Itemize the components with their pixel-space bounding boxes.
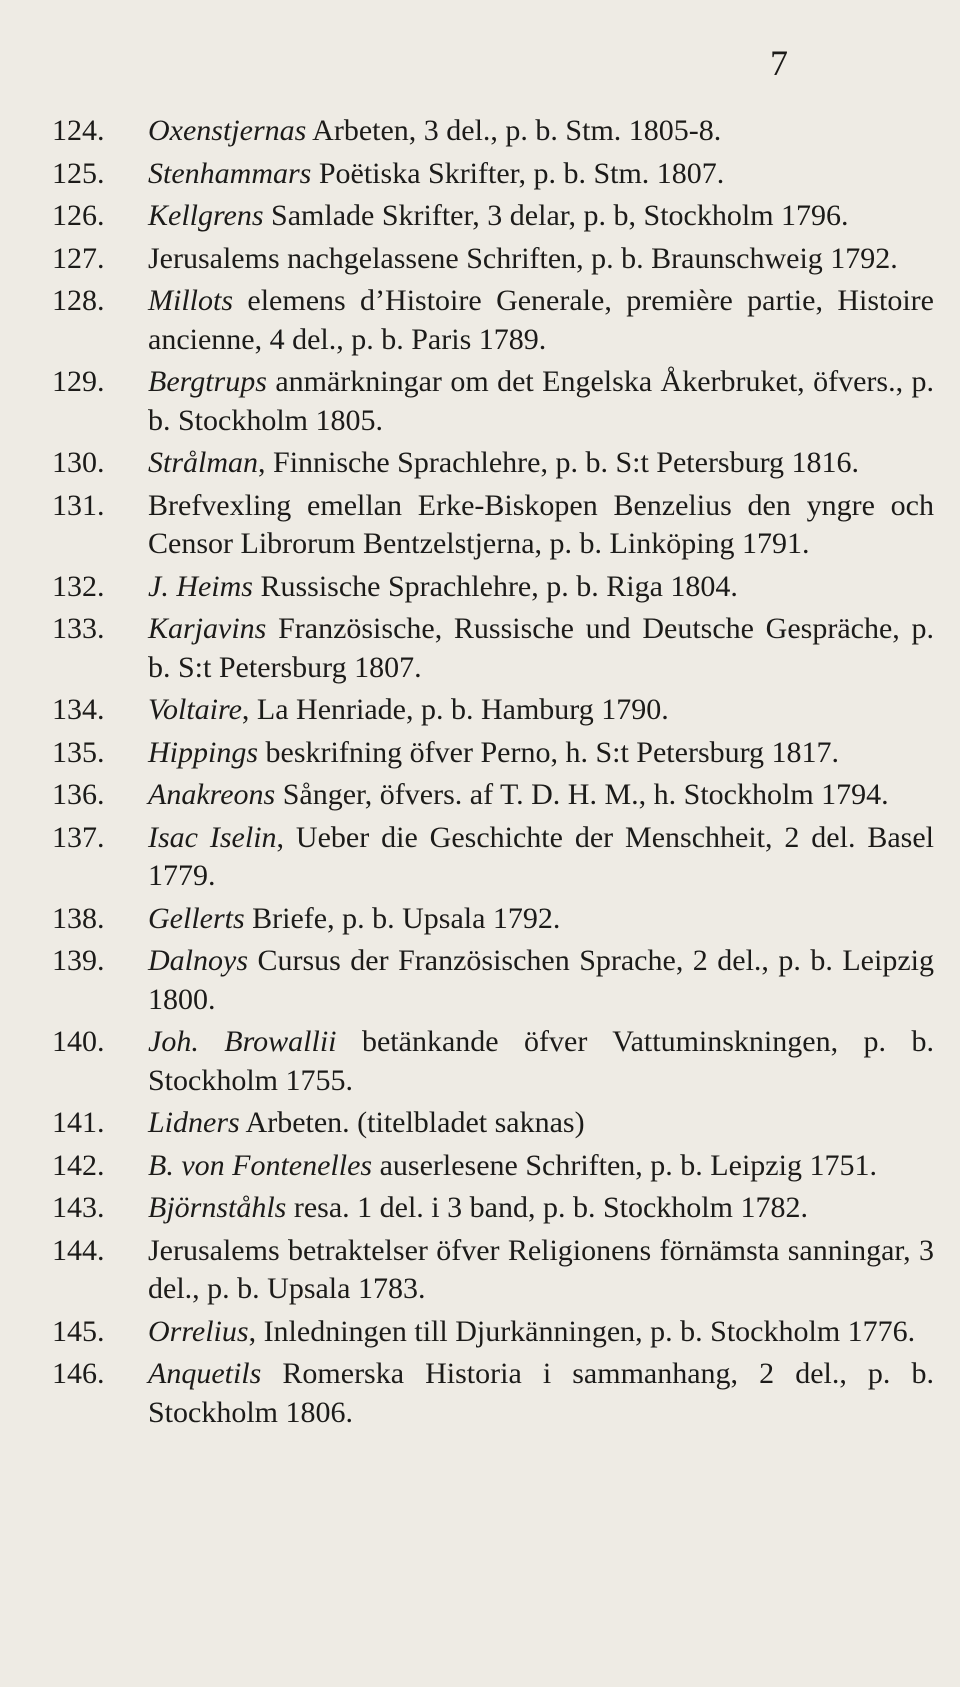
entry-author: B. von Fontenelles <box>148 1148 373 1182</box>
entry-author: Orrelius <box>148 1314 249 1348</box>
entry-number: 138. <box>52 901 105 935</box>
entry-text <box>148 610 934 687</box>
catalogue-entry <box>44 197 934 236</box>
entry-text <box>148 444 934 483</box>
entry-description: Arbeten. (titelbladet saknas) <box>239 1106 585 1139</box>
entry-author: Isac Iselin <box>148 820 277 854</box>
entry-number: 130. <box>52 446 105 479</box>
entry-number: 134. <box>52 693 105 726</box>
entry-description: auserlesene Schriften, p. b. Leipzig 1751. <box>372 1148 877 1182</box>
entry-description: , Inledningen till Djurkänningen, p. b. Stockholm 1776. <box>248 1314 916 1348</box>
entry-author: Karjavins <box>148 612 267 645</box>
catalogue-entry <box>44 776 934 815</box>
entry-author: Lidners <box>148 1106 240 1139</box>
catalogue-entry <box>44 900 934 939</box>
entry-number: 125. <box>52 156 105 190</box>
entry-author: Anakreons <box>148 778 276 811</box>
entry-description: Sånger, öfvers. af T. D. H. M., h. Stockholm 1794. <box>275 778 889 811</box>
entry-text <box>148 240 934 279</box>
entry-text <box>148 691 934 730</box>
catalogue-entry <box>44 444 934 483</box>
entry-author: Strålman <box>148 446 259 479</box>
catalogue-entry <box>44 363 934 440</box>
catalogue-entry <box>44 1232 934 1309</box>
entry-number: 140. <box>52 1025 105 1058</box>
catalogue-entry <box>44 1147 934 1186</box>
catalogue-entry <box>44 1023 934 1100</box>
entry-text <box>148 900 934 939</box>
entry-author: Millots <box>148 284 234 317</box>
entry-text <box>148 1023 934 1100</box>
entry-author: Kellgrens <box>148 199 264 232</box>
catalogue-entry <box>44 734 934 773</box>
entry-text <box>148 1232 934 1309</box>
entry-number: 127. <box>52 241 105 275</box>
entry-description: betänkande öfver Vattuminskningen, p. b. Stockholm 1755. <box>148 1025 934 1097</box>
entry-text <box>148 155 934 194</box>
entry-text <box>148 112 934 151</box>
entry-description: elemens d’Histoire Generale, première partie, Histoire ancienne, 4 del., p. b. Paris 1789. <box>148 284 934 356</box>
entry-number: 136. <box>52 778 105 811</box>
entry-description: Romerska Historia i sammanhang, 2 del., p. b. Stockholm 1806. <box>148 1357 934 1429</box>
entry-author: Gellerts <box>148 901 245 935</box>
entry-description: Poëtiska Skrifter, p. b. Stm. 1807. <box>311 156 725 190</box>
catalogue-entry <box>44 282 934 359</box>
entry-author: Dalnoys <box>148 944 248 977</box>
catalogue-entry <box>44 1355 934 1432</box>
entry-number: 129. <box>52 365 105 398</box>
entry-description: Cursus der Französischen Sprache, 2 del., p. b. Leipzig 1800. <box>148 944 934 1016</box>
entry-author: Voltaire <box>148 693 242 726</box>
entry-text <box>148 734 934 773</box>
entry-description: , La Henriade, p. b. Hamburg 1790. <box>241 693 669 726</box>
entry-text <box>148 1313 934 1352</box>
catalogue-entry <box>44 155 934 194</box>
entry-description: Briefe, p. b. Upsala 1792. <box>244 901 561 935</box>
entry-number: 137. <box>52 820 105 854</box>
entry-author: Anquetils <box>148 1357 262 1390</box>
entry-description: Brefvexling emellan Erke-Biskopen Benzelius den yngre och Censor Librorum Bentzelstjerna, p. b. Linköping 1791. <box>148 488 934 560</box>
entry-author: Bergtrups <box>148 365 267 398</box>
catalogue-entry <box>44 610 934 687</box>
entry-description: anmärkningar om det Engelska Åkerbruket, öfvers., p. b. Stockholm 1805. <box>148 365 934 437</box>
entry-description: Russische Sprachlehre, p. b. Riga 1804. <box>252 569 738 603</box>
page-number: 7 <box>770 43 788 83</box>
entry-text <box>148 1104 934 1143</box>
entry-number: 131. <box>52 488 105 522</box>
entry-number: 144. <box>52 1233 105 1267</box>
entry-author: Oxenstjernas <box>148 114 307 147</box>
catalogue-entry <box>44 240 934 279</box>
entry-text <box>148 1147 934 1186</box>
entry-number: 135. <box>52 735 105 769</box>
entry-number: 143. <box>52 1191 105 1224</box>
entry-number: 141. <box>52 1106 105 1139</box>
entry-text <box>148 776 934 815</box>
entry-text <box>148 819 934 896</box>
entry-number: 139. <box>52 944 105 977</box>
entry-description: Arbeten, 3 del., p. b. Stm. 1805-8. <box>306 114 722 147</box>
catalogue-entry <box>44 112 934 151</box>
entry-number: 133. <box>52 612 105 645</box>
entry-text <box>148 1355 934 1432</box>
entry-description: Samlade Skrifter, 3 delar, p. b, Stockholm 1796. <box>263 199 849 232</box>
entry-author: Joh. Browallii <box>148 1025 337 1058</box>
entry-description: beskrifning öfver Perno, h. S:t Petersburg 1817. <box>258 735 840 769</box>
catalogue-entry <box>44 1189 934 1228</box>
entry-description: Jerusalems betraktelser öfver Religionens förnämsta sanningar, 3 del., p. b. Upsala 1783. <box>148 1233 934 1305</box>
catalogue-entry <box>44 819 934 896</box>
entry-text <box>148 487 934 564</box>
entry-text <box>148 942 934 1019</box>
entry-description: Französische, Russische und Deutsche Gespräche, p. b. S:t Petersburg 1807. <box>148 612 934 684</box>
entry-description: Jerusalems nachgelassene Schriften, p. b. Braunschweig 1792. <box>148 241 898 275</box>
entry-text <box>148 282 934 359</box>
entry-number: 142. <box>52 1148 105 1182</box>
entry-number: 146. <box>52 1357 105 1390</box>
entry-author: Stenhammars <box>148 156 312 190</box>
entry-description: , Finnische Sprachlehre, p. b. S:t Petersburg 1816. <box>258 446 860 479</box>
entry-number: 128. <box>52 284 105 317</box>
entry-list <box>44 112 934 1436</box>
entry-number: 145. <box>52 1314 105 1348</box>
entry-text <box>148 363 934 440</box>
entry-number: 132. <box>52 569 105 603</box>
entry-description: resa. 1 del. i 3 band, p. b. Stockholm 1782. <box>286 1191 808 1224</box>
entry-number: 124. <box>52 114 105 147</box>
entry-author: Björnståhls <box>148 1191 287 1224</box>
entry-number: 126. <box>52 199 105 232</box>
entry-text <box>148 1189 934 1228</box>
catalogue-entry <box>44 568 934 607</box>
catalogue-entry <box>44 691 934 730</box>
entry-author: J. Heims <box>148 569 253 603</box>
catalogue-entry <box>44 487 934 564</box>
catalogue-entry <box>44 1104 934 1143</box>
entry-text <box>148 568 934 607</box>
entry-description: , Ueber die Geschichte der Menschheit, 2 del. Basel 1779. <box>148 820 934 892</box>
entry-author: Hippings <box>148 735 259 769</box>
catalogue-entry <box>44 942 934 1019</box>
catalogue-entry <box>44 1313 934 1352</box>
entry-text <box>148 197 934 236</box>
